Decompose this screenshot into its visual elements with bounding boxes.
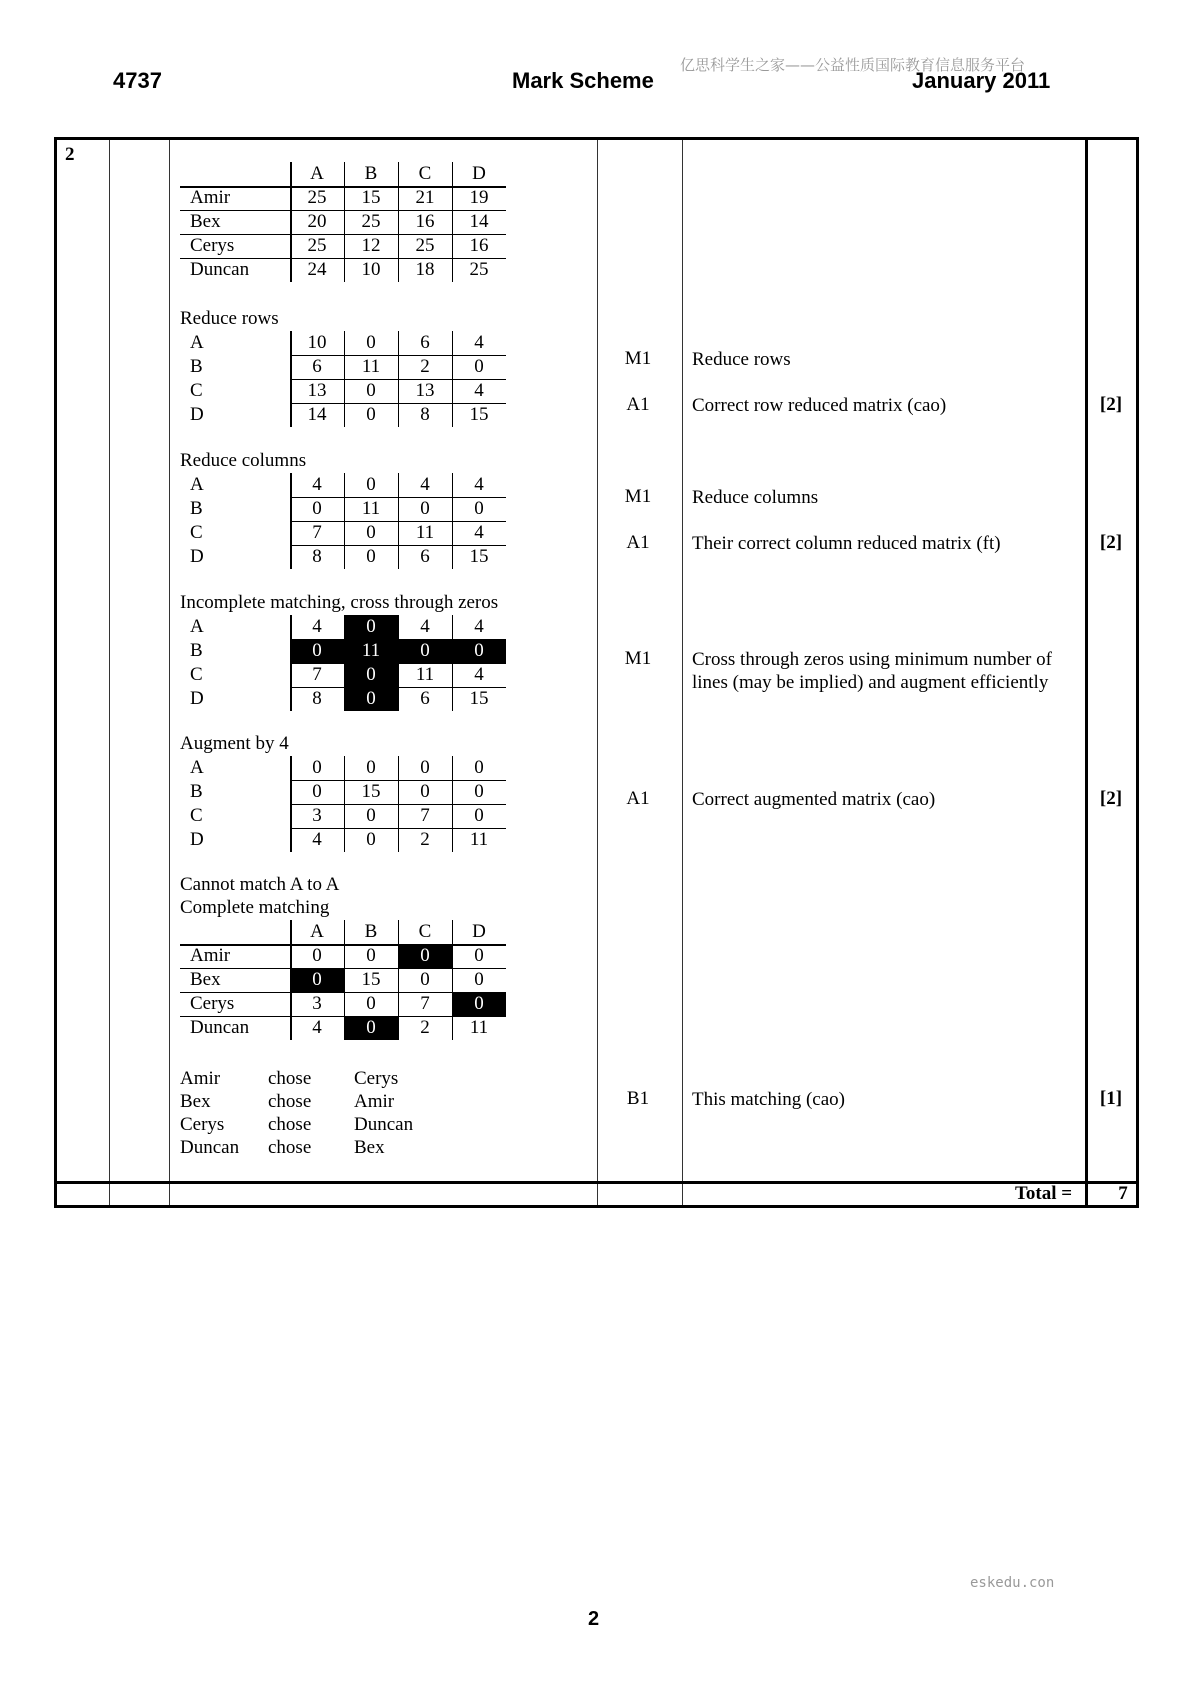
matrix-cell: 0 <box>366 474 376 495</box>
matrix-cell: 0 <box>366 380 376 401</box>
matrix-cell: 0 <box>420 757 430 778</box>
paper-code: 4737 <box>113 68 162 93</box>
matrix-cell: 10 <box>307 332 327 353</box>
mark-code: A1 <box>626 788 650 809</box>
mark-subtotal: [1] <box>1099 1088 1123 1109</box>
matrix-cell: 13 <box>415 380 435 401</box>
mark-code: M1 <box>624 348 652 369</box>
matrix-cell: 0 <box>474 781 484 802</box>
matrix-column-rule <box>290 162 292 282</box>
matrix-cell: 6 <box>312 356 322 377</box>
matrix-cell: 11 <box>415 522 435 543</box>
matrix-cell: 4 <box>312 1017 322 1038</box>
matrix-column-rule <box>452 162 453 282</box>
matrix-cell: 25 <box>307 187 327 208</box>
page-title: Mark Scheme <box>512 68 654 93</box>
matrix-cell: 0 <box>452 992 506 1016</box>
matrix-row-label: Duncan <box>190 259 250 280</box>
question-number: 2 <box>65 144 75 165</box>
augmented-matrix <box>180 756 510 852</box>
matrix-cell: 11 <box>344 639 398 663</box>
matrix-cell: 4 <box>420 474 430 495</box>
matrix-cell: 25 <box>307 235 327 256</box>
matrix-cell: 11 <box>469 829 489 850</box>
incomplete-matching-heading: Incomplete matching, cross through zeros <box>180 592 499 613</box>
choice-chosen: Amir <box>354 1091 395 1112</box>
matrix-cell: 25 <box>361 211 381 232</box>
mark-comment: Their correct column reduced matrix (ft) <box>692 533 1001 554</box>
matrix-cell: 2 <box>420 829 430 850</box>
choice-chosen: Cerys <box>354 1068 399 1089</box>
column-divider <box>1085 140 1088 1205</box>
matrix-cell: 0 <box>366 829 376 850</box>
matrix-cell: 0 <box>452 639 506 663</box>
matrix-row-label: A <box>190 332 204 353</box>
matrix-cell: 7 <box>420 993 430 1014</box>
matrix-column-header: A <box>310 163 324 184</box>
matrix-cell: 0 <box>344 1016 398 1040</box>
initial-cost-matrix <box>180 162 510 282</box>
matrix-cell: 15 <box>469 688 489 709</box>
choice-person: Duncan <box>180 1137 240 1158</box>
matrix-column-rule <box>398 756 399 852</box>
matrix-cell: 0 <box>420 781 430 802</box>
matrix-cell: 6 <box>420 688 430 709</box>
matrix-cell: 4 <box>474 616 484 637</box>
mark-comment: Correct row reduced matrix (cao) <box>692 395 947 416</box>
matrix-cell: 2 <box>420 356 430 377</box>
mark-code: A1 <box>626 532 650 553</box>
mark-subtotal: [2] <box>1099 532 1123 553</box>
column-divider <box>597 140 598 1205</box>
matrix-cell: 15 <box>361 187 381 208</box>
mark-subtotal: [2] <box>1099 394 1123 415</box>
matrix-cell: 24 <box>307 259 327 280</box>
mark-code: A1 <box>626 394 650 415</box>
choice-person: Bex <box>180 1091 211 1112</box>
mark-comment: This matching (cao) <box>692 1089 846 1110</box>
matrix-cell: 4 <box>312 474 322 495</box>
matrix-cell: 14 <box>469 211 489 232</box>
matrix-cell: 4 <box>474 380 484 401</box>
matrix-row-label: C <box>190 380 203 401</box>
matrix-row-label: Cerys <box>190 993 235 1014</box>
matrix-row-label: B <box>190 356 203 377</box>
matrix-cell: 15 <box>361 781 381 802</box>
choice-chosen: Bex <box>354 1137 385 1158</box>
matrix-column-rule <box>398 473 399 569</box>
matrix-cell: 15 <box>469 404 489 425</box>
matrix-cell: 0 <box>312 781 322 802</box>
matrix-cell: 0 <box>366 546 376 567</box>
matrix-column-rule <box>344 331 345 427</box>
matrix-cell: 0 <box>366 404 376 425</box>
matrix-column-rule <box>452 920 453 1040</box>
matrix-cell: 19 <box>469 187 489 208</box>
matrix-cell: 0 <box>366 757 376 778</box>
matrix-cell: 8 <box>420 404 430 425</box>
matrix-cell: 0 <box>420 969 430 990</box>
matrix-cell: 15 <box>469 546 489 567</box>
matrix-cell: 16 <box>415 211 435 232</box>
matrix-cell: 4 <box>420 616 430 637</box>
matrix-cell: 7 <box>312 664 322 685</box>
matrix-row-label: B <box>190 781 203 802</box>
matrix-row-label: C <box>190 522 203 543</box>
matrix-row-label: Duncan <box>190 1017 250 1038</box>
matrix-column-rule <box>398 920 399 1040</box>
matrix-column-rule <box>290 756 292 852</box>
matrix-row-label: B <box>190 498 203 519</box>
matrix-cell: 14 <box>307 404 327 425</box>
matrix-column-rule <box>452 473 453 569</box>
matrix-cell: 3 <box>312 805 322 826</box>
choice-verb: chose <box>268 1137 312 1158</box>
mark-code: M1 <box>624 486 652 507</box>
matrix-cell: 4 <box>474 522 484 543</box>
row-reduced-matrix <box>180 331 510 427</box>
matrix-cell: 7 <box>312 522 322 543</box>
matrix-cell: 25 <box>415 235 435 256</box>
matrix-row-label: B <box>190 640 203 661</box>
cannot-match-note: Cannot match A to A <box>180 874 340 895</box>
matrix-cell: 0 <box>312 498 322 519</box>
matrix-cell: 11 <box>361 356 381 377</box>
matrix-column-rule <box>452 615 453 711</box>
matrix-cell: 16 <box>469 235 489 256</box>
column-divider <box>169 140 170 1205</box>
matrix-cell: 0 <box>474 498 484 519</box>
matrix-row-label: A <box>190 757 204 778</box>
matrix-column-rule <box>290 331 292 427</box>
choice-person: Cerys <box>180 1114 225 1135</box>
matrix-row-label: Amir <box>190 187 231 208</box>
matrix-column-header: C <box>418 163 432 184</box>
matrix-cell: 4 <box>312 829 322 850</box>
matrix-column-rule <box>398 615 399 711</box>
matrix-cell: 7 <box>420 805 430 826</box>
matrix-cell: 11 <box>469 1017 489 1038</box>
matrix-cell: 8 <box>312 688 322 709</box>
choice-verb: chose <box>268 1091 312 1112</box>
total-row-divider <box>57 1181 1136 1184</box>
matrix-column-header: D <box>472 163 486 184</box>
matrix-cell: 0 <box>290 639 344 663</box>
matrix-column-rule <box>344 920 345 1040</box>
matrix-cell: 4 <box>312 616 322 637</box>
matrix-column-rule <box>452 331 453 427</box>
matrix-cell: 0 <box>344 615 398 639</box>
matrix-row-label: D <box>190 688 204 709</box>
matrix-cell: 0 <box>398 944 452 968</box>
reduce-columns-heading: Reduce columns <box>180 450 307 471</box>
column-reduced-matrix <box>180 473 510 569</box>
matrix-column-rule <box>344 615 345 711</box>
choice-person: Amir <box>180 1068 221 1089</box>
matrix-cell: 0 <box>344 663 398 687</box>
matrix-row-label: Amir <box>190 945 231 966</box>
matrix-cell: 0 <box>366 993 376 1014</box>
matrix-column-rule <box>344 756 345 852</box>
matrix-column-rule <box>344 162 345 282</box>
matrix-cell: 0 <box>366 945 376 966</box>
matrix-cell: 13 <box>307 380 327 401</box>
mark-comment: Cross through zeros using minimum number of lines (may be implied) and augment efficiently <box>692 649 1052 693</box>
choice-chosen: Duncan <box>354 1114 414 1135</box>
matrix-cell: 4 <box>474 332 484 353</box>
mark-subtotal: [2] <box>1099 788 1123 809</box>
complete-matching-matrix <box>180 920 510 1040</box>
mark-code: M1 <box>624 648 652 669</box>
matrix-column-header: C <box>418 921 432 942</box>
mark-comment: Reduce columns <box>692 487 819 508</box>
matrix-cell: 4 <box>474 474 484 495</box>
matrix-column-rule <box>344 473 345 569</box>
matrix-cell: 0 <box>420 498 430 519</box>
matrix-cell: 6 <box>420 546 430 567</box>
matrix-cell: 11 <box>361 498 381 519</box>
column-divider <box>682 140 683 1205</box>
matrix-cell: 18 <box>415 259 435 280</box>
matrix-cell: 21 <box>415 187 435 208</box>
matrix-column-header: B <box>364 163 378 184</box>
matrix-cell: 0 <box>312 757 322 778</box>
matrix-cell: 0 <box>474 969 484 990</box>
matrix-row-label: C <box>190 664 203 685</box>
matrix-cell: 15 <box>361 969 381 990</box>
matrix-cell: 3 <box>312 993 322 1014</box>
matrix-row-label: C <box>190 805 203 826</box>
mark-code: B1 <box>626 1088 650 1109</box>
matrix-row-label: A <box>190 474 204 495</box>
matrix-cell: 11 <box>415 664 435 685</box>
footer-url: eskedu.con <box>970 1575 1055 1591</box>
matrix-cell: 12 <box>361 235 381 256</box>
matrix-column-rule <box>452 756 453 852</box>
matrix-cell: 0 <box>474 945 484 966</box>
matrix-column-header: A <box>310 921 324 942</box>
matrix-cell: 25 <box>469 259 489 280</box>
matrix-row-label: D <box>190 404 204 425</box>
matrix-cell: 8 <box>312 546 322 567</box>
matrix-column-header: D <box>472 921 486 942</box>
matrix-cell: 2 <box>420 1017 430 1038</box>
matrix-cell: 0 <box>366 522 376 543</box>
matrix-cell: 0 <box>312 945 322 966</box>
total-value: 7 <box>1118 1183 1128 1204</box>
mark-comment: Correct augmented matrix (cao) <box>692 789 936 810</box>
matrix-cell: 0 <box>366 805 376 826</box>
reduce-rows-heading: Reduce rows <box>180 308 279 329</box>
matrix-cell: 0 <box>474 356 484 377</box>
matrix-cell: 0 <box>290 968 344 992</box>
matrix-column-rule <box>398 162 399 282</box>
mark-comment: Reduce rows <box>692 349 791 370</box>
crossed-zeros-matrix <box>180 615 510 711</box>
column-divider <box>109 140 110 1205</box>
matrix-cell: 4 <box>474 664 484 685</box>
augment-heading: Augment by 4 <box>180 733 289 754</box>
matrix-column-rule <box>290 920 292 1040</box>
total-label: Total = <box>1015 1183 1073 1204</box>
choice-verb: chose <box>268 1114 312 1135</box>
matrix-cell: 0 <box>366 332 376 353</box>
matrix-cell: 20 <box>307 211 327 232</box>
watermark-text: 亿思科学生之家——公益性质国际教育信息服务平台 <box>680 56 1026 74</box>
matrix-cell: 0 <box>474 805 484 826</box>
choice-verb: chose <box>268 1068 312 1089</box>
matrix-cell: 10 <box>361 259 381 280</box>
matrix-row-label: Bex <box>190 211 221 232</box>
matrix-row-label: D <box>190 829 204 850</box>
matrix-cell: 0 <box>344 687 398 711</box>
matrix-cell: 0 <box>474 757 484 778</box>
matrix-row-label: Cerys <box>190 235 235 256</box>
matrix-column-rule <box>398 331 399 427</box>
matrix-row-label: Bex <box>190 969 221 990</box>
matrix-column-header: B <box>364 921 378 942</box>
matrix-cell: 0 <box>398 639 452 663</box>
matrix-column-rule <box>290 615 292 711</box>
complete-matching-heading: Complete matching <box>180 897 330 918</box>
exam-date: January 2011 <box>912 68 1051 93</box>
matrix-cell: 6 <box>420 332 430 353</box>
matrix-row-label: A <box>190 616 204 637</box>
page-number: 2 <box>588 1608 600 1630</box>
matrix-row-label: D <box>190 546 204 567</box>
matrix-column-rule <box>290 473 292 569</box>
